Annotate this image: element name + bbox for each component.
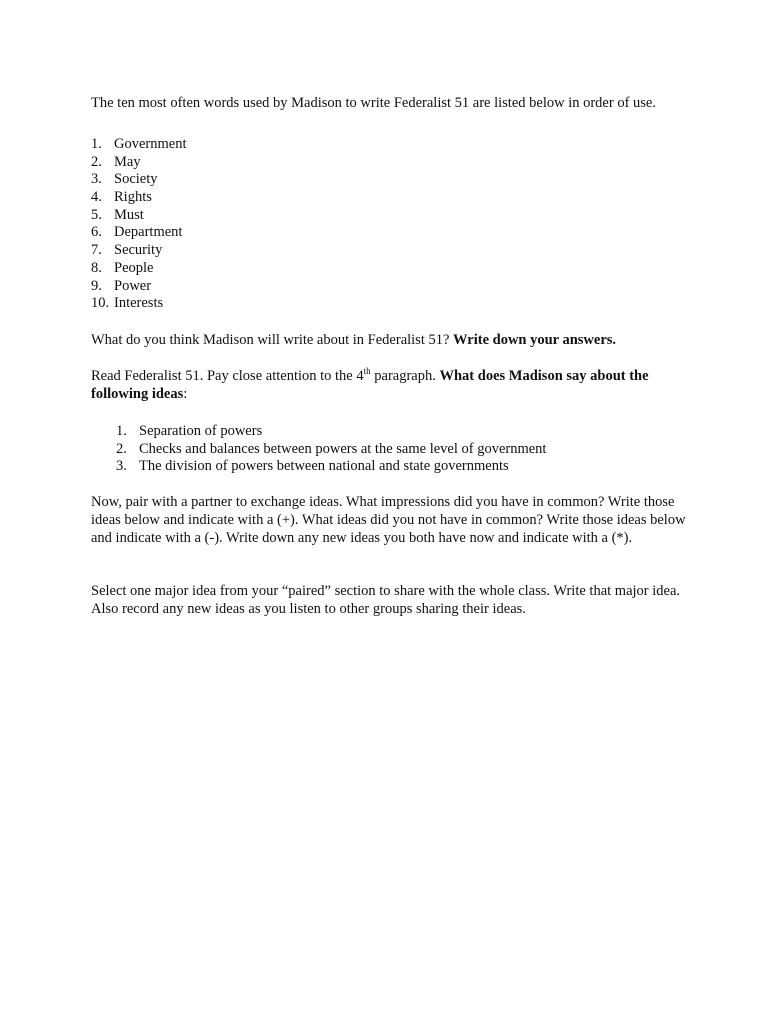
list-number: 6. [91, 224, 102, 241]
list-item [91, 153, 186, 171]
list-item [116, 422, 546, 440]
list-number: 1. [116, 423, 127, 439]
question-paragraph [91, 331, 691, 349]
idea-text: Separation of powers [139, 423, 263, 439]
list-item [91, 294, 186, 312]
list-number: 9. [91, 277, 102, 294]
ideas-list [116, 422, 546, 475]
intro-paragraph: The ten most often words used by Madison to write Federalist 51 are listed below in order of use. [91, 95, 656, 111]
list-word: Security [114, 242, 163, 259]
list-number: 3. [91, 171, 102, 188]
reading-colon: : [183, 386, 188, 402]
list-word: People [114, 259, 154, 276]
pair-instructions: Now, pair with a partner to exchange ideas. What impressions did you have in common? Write those ideas below and indicate with a (+). What ideas did you not have in common? Write those ideas below and indicate with a (-). Write down any new ideas you both have now and indicate with a (*). [91, 494, 686, 546]
reading-emphasis: What does Madison say about the following ideas [91, 368, 649, 402]
list-word: May [114, 153, 141, 170]
list-item [91, 206, 186, 224]
list-item [91, 170, 186, 188]
ordinal-superscript: th [363, 366, 371, 377]
list-word: Power [114, 277, 152, 294]
share-instructions: Select one major idea from your “paired” section to share with the whole class. Write that major idea. Also record any new ideas as you listen to other groups sharing their ideas. [91, 583, 681, 617]
idea-text: Checks and balances between powers at the same level of government [139, 440, 547, 457]
question-text: What do you think Madison will write about in Federalist 51? [91, 332, 454, 348]
list-word: Rights [114, 189, 152, 206]
question-emphasis: Write down your answers. [453, 332, 617, 348]
reading-text-after: paragraph. [370, 368, 440, 384]
list-number: 7. [91, 242, 102, 259]
list-word: Government [114, 136, 187, 152]
list-item [91, 277, 186, 295]
list-item [91, 223, 186, 241]
reading-paragraph [91, 367, 691, 403]
list-item [116, 440, 546, 458]
list-item [116, 457, 546, 475]
list-item [91, 135, 186, 153]
list-word: Society [114, 171, 158, 188]
list-number: 10. [91, 295, 110, 312]
list-item [91, 241, 186, 259]
idea-text: The division of powers between national and state governments [139, 458, 509, 475]
list-word: Interests [114, 295, 164, 312]
top-words-list [91, 135, 186, 312]
list-number: 5. [91, 206, 102, 223]
list-item [91, 259, 186, 277]
list-number: 2. [91, 153, 102, 170]
list-number: 8. [91, 259, 102, 276]
list-word: Must [114, 206, 144, 223]
list-number: 4. [91, 189, 102, 206]
reading-text: Read Federalist 51. Pay close attention to the 4 [91, 368, 364, 384]
list-number: 3. [116, 458, 127, 475]
list-number: 2. [116, 440, 127, 457]
list-word: Department [114, 224, 183, 241]
list-number: 1. [91, 136, 102, 152]
list-item [91, 188, 186, 206]
